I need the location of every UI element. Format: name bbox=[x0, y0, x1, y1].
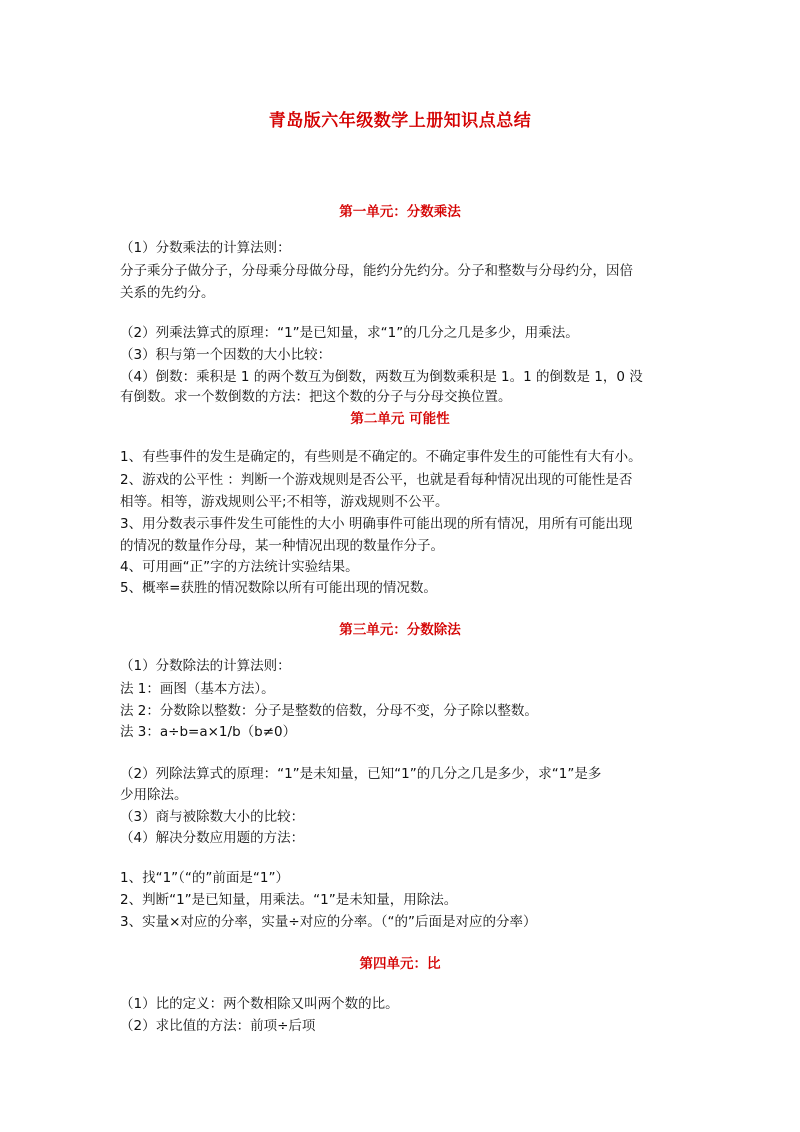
unit4-heading: 第四单元：比 bbox=[359, 956, 441, 972]
unit3-line: （2）列除法算式的原理：“1”是未知量，已知“1”的几分之几是多少，求“1”是多 bbox=[120, 766, 602, 782]
unit1-line: （3）积与第一个因数的大小比较： bbox=[120, 347, 332, 363]
unit1-line: （2）列乘法算式的原理：“1”是已知量，求“1”的几分之几是多少，用乘法。 bbox=[120, 325, 579, 341]
unit3-line: （1）分数除法的计算法则： bbox=[120, 658, 291, 674]
unit3-line: （3）商与被除数大小的比较： bbox=[120, 809, 305, 825]
unit2-heading: 第二单元 可能性 bbox=[350, 411, 450, 427]
unit3-heading: 第三单元：分数除法 bbox=[339, 622, 461, 638]
unit4-line: （1）比的定义：两个数相除又叫两个数的比。 bbox=[120, 996, 399, 1012]
unit2-line: 相等。相等，游戏规则公平;不相等，游戏规则不公平。 bbox=[120, 494, 449, 510]
unit3-line: 1、找“1”（“的”前面是“1”） bbox=[120, 870, 289, 886]
unit3-line: 法 1：画图（基本方法）。 bbox=[120, 681, 275, 697]
unit2-line: 5、概率=获胜的情况数除以所有可能出现的情况数。 bbox=[120, 580, 437, 596]
unit2-line: 2、游戏的公平性 ：判断一个游戏规则是否公平，也就是看每种情况出现的可能性是否 bbox=[120, 472, 633, 488]
unit1-line: （4）倒数：乘积是 1 的两个数互为倒数，两数互为倒数乘积是 1。1 的倒数是 1，0 没 bbox=[120, 369, 643, 385]
unit4-line: （2）求比值的方法：前项÷后项 bbox=[120, 1018, 316, 1034]
unit3-line: 法 2：分数除以整数：分子是整数的倍数，分母不变，分子除以整数。 bbox=[120, 703, 538, 719]
document-title: 青岛版六年级数学上册知识点总结 bbox=[268, 111, 532, 131]
unit2-line: 3、用分数表示事件发生可能性的大小 明确事件可能出现的所有情况，用所有可能出现 bbox=[120, 516, 633, 532]
unit3-line: 法 3：a÷b=a×1/b（b≠0） bbox=[120, 724, 297, 740]
unit2-line: 1、有些事件的发生是确定的，有些则是不确定的。不确定事件发生的可能性有大有小。 bbox=[120, 449, 642, 465]
unit2-line: 4、可用画“正”字的方法统计实验结果。 bbox=[120, 559, 359, 575]
unit1-line: 关系的先约分。 bbox=[120, 285, 215, 301]
unit1-line: 有倒数。求一个数倒数的方法：把这个数的分子与分母交换位置。 bbox=[120, 389, 512, 405]
unit3-line: （4）解决分数应用题的方法： bbox=[120, 830, 305, 846]
unit1-heading: 第一单元：分数乘法 bbox=[339, 204, 461, 220]
unit3-line: 3、实量×对应的分率，实量÷对应的分率。（“的”后面是对应的分率） bbox=[120, 914, 537, 930]
unit1-line: （1）分数乘法的计算法则： bbox=[120, 240, 291, 256]
unit3-line: 2、判断“1”是已知量，用乘法。“1”是未知量，用除法。 bbox=[120, 892, 458, 908]
unit3-line: 少用除法。 bbox=[120, 787, 188, 803]
unit1-line: 分子乘分子做分子，分母乘分母做分母，能约分先约分。分子和整数与分母约分，因倍 bbox=[120, 263, 633, 279]
unit2-line: 的情况的数量作分母，某一种情况出现的数量作分子。 bbox=[120, 538, 444, 554]
